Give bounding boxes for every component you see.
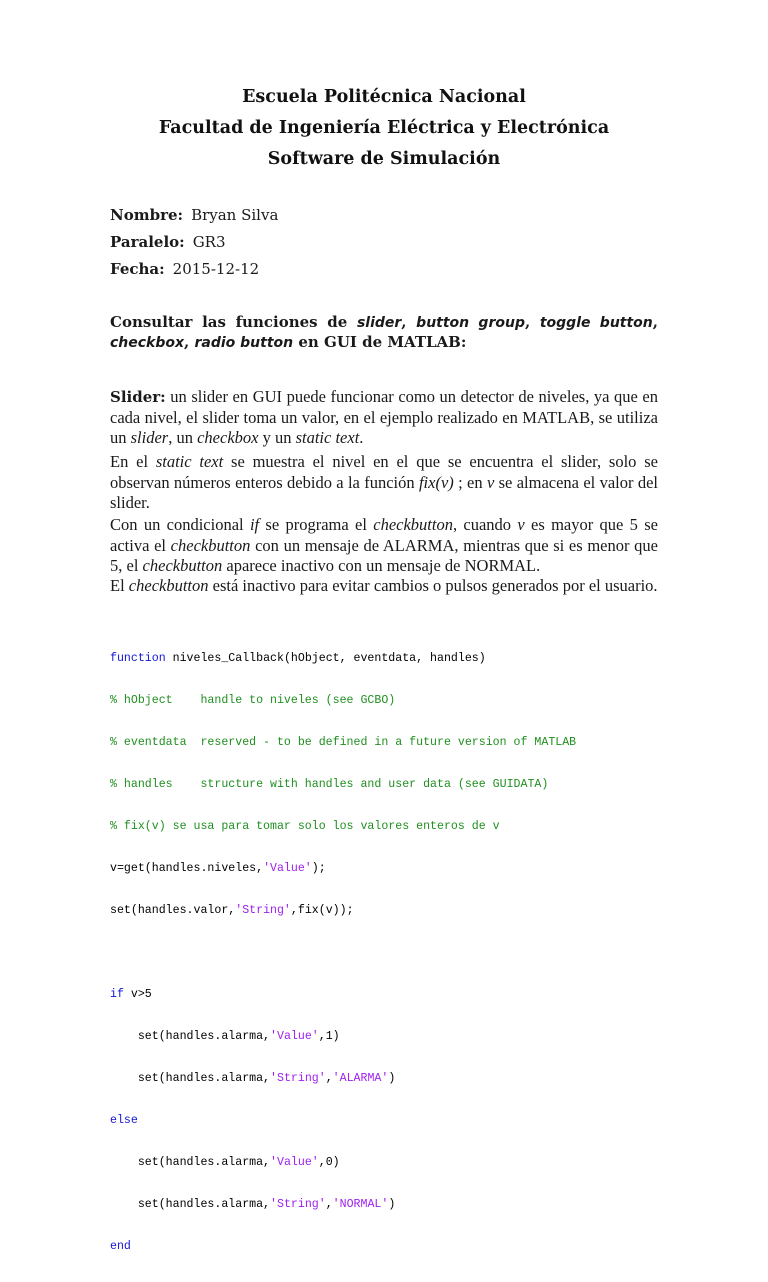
code-text: v>5 — [123, 988, 152, 1001]
paragraph-term: v — [486, 472, 495, 492]
code-comment-line: % eventdata reserved - to be defined in a future version of MATLAB — [110, 736, 577, 749]
question-term: radio button — [194, 335, 294, 351]
paragraph-text: Con un condicional — [110, 515, 250, 534]
date-value: 2015-12-12 — [172, 260, 260, 278]
question-text: , — [652, 313, 658, 331]
question-text: , — [524, 313, 540, 331]
paragraph-term: v — [517, 515, 525, 534]
code-comment-line: % hObject handle to niveles (see GCBO) — [110, 694, 396, 707]
code-text: niveles_Callback(hObject, eventdata, handles) — [165, 652, 486, 665]
code-keyword: else — [110, 1114, 138, 1127]
institution-title: Escuela Politécnica Nacional — [242, 87, 526, 107]
code-text: set(handles.alarma, — [110, 1156, 271, 1169]
question-term: toggle button — [539, 315, 653, 331]
paragraph-text: es mayor que 5 se activa el — [110, 515, 658, 555]
paragraph-text: . — [359, 428, 364, 447]
paragraph-text: un slider en GUI puede funcionar como un detector de niveles, ya que en cada nivel, el slider toma un valor, en el ejemplo realizado en MATLAB, se utiliza un — [110, 387, 658, 447]
code-keyword: if — [110, 988, 124, 1001]
slider-label: Slider: — [110, 388, 166, 406]
question-text: , — [184, 333, 195, 351]
code-string: 'ALARMA' — [332, 1072, 389, 1085]
code-text: ,fix(v)); — [290, 904, 354, 917]
paragraph-term: fix(v) — [418, 472, 454, 492]
document-header — [0, 82, 768, 175]
paragraph-term: checkbox — [197, 428, 259, 447]
code-line — [110, 904, 576, 918]
code-text: set(handles.alarma, — [110, 1198, 271, 1211]
name-value: Bryan Silva — [191, 206, 279, 224]
paragraph-term: static text — [155, 452, 224, 471]
group-value: GR3 — [192, 233, 226, 251]
paragraph-term: checkbutton — [373, 515, 453, 534]
paragraph-term: checkbutton — [128, 576, 209, 595]
code-string: 'String' — [270, 1198, 326, 1211]
paragraph-text: , un — [168, 428, 198, 447]
code-text: set(handles.alarma, — [110, 1030, 271, 1043]
code-line — [110, 1072, 576, 1086]
code-line — [110, 988, 576, 1002]
name-label: Nombre: — [110, 206, 184, 224]
question-heading — [110, 313, 658, 353]
code-listing — [110, 624, 576, 1282]
code-line — [110, 1030, 576, 1044]
code-line — [110, 1156, 576, 1170]
code-line — [110, 1240, 576, 1254]
paragraph-text: El — [110, 576, 129, 595]
code-text: v=get(handles.niveles, — [110, 862, 264, 875]
paragraph-text: se programa el — [259, 515, 374, 534]
date-row — [110, 256, 278, 283]
paragraph-conditional — [110, 515, 658, 577]
question-text: Consultar las funciones de — [110, 313, 357, 331]
code-text: , — [325, 1198, 333, 1211]
code-string: 'Value' — [270, 1156, 319, 1169]
code-string: 'NORMAL' — [332, 1198, 389, 1211]
paragraph-term: checkbutton — [170, 535, 251, 555]
code-line — [110, 1114, 576, 1128]
question-term: slider — [356, 315, 402, 331]
question-text: en GUI de MATLAB: — [293, 333, 467, 351]
group-label: Paralelo: — [110, 233, 185, 251]
code-text: , — [325, 1072, 333, 1085]
paragraph-text: se muestra el nivel en el que se encuentra el slider, solo se observan números enteros debido a la función — [110, 452, 658, 492]
paragraph-term: static text — [295, 428, 360, 447]
group-row — [110, 229, 278, 256]
code-text: set(handles.alarma, — [110, 1072, 271, 1085]
code-keyword: function — [110, 652, 166, 665]
paragraph-checkbutton — [110, 576, 658, 597]
paragraph-text: está inactivo para evitar cambios o pulsos generados por el usuario. — [208, 576, 658, 595]
paragraph-text: y un — [258, 428, 296, 447]
student-info — [110, 202, 278, 283]
question-term: checkbox — [110, 335, 185, 351]
code-text: ,1) — [318, 1030, 340, 1043]
name-row — [110, 202, 278, 229]
code-string: 'Value' — [270, 1030, 319, 1043]
code-string: 'String' — [270, 1072, 326, 1085]
question-text: , — [401, 313, 417, 331]
paragraph-text: , cuando — [452, 515, 518, 534]
paragraph-text: ; en — [453, 472, 487, 492]
code-comment-line: % fix(v) se usa para tomar solo los valores enteros de v — [110, 820, 500, 833]
paragraph-term: checkbutton — [142, 556, 223, 575]
paragraph-term: if — [249, 515, 260, 534]
code-text: ,0) — [318, 1156, 340, 1169]
paragraph-term: slider — [130, 428, 169, 447]
code-line — [110, 652, 576, 666]
code-string: 'Value' — [263, 862, 312, 875]
code-string: 'String' — [235, 904, 291, 917]
code-text: ) — [388, 1072, 396, 1085]
code-line — [110, 862, 576, 876]
paragraph-text: se almacena el valor del slider. — [110, 472, 658, 512]
code-blank-line — [110, 946, 576, 960]
code-keyword: end — [110, 1240, 131, 1253]
paragraph-text: En el — [110, 452, 156, 471]
paragraph-text: aparece inactivo con un mensaje de NORMAL. — [222, 556, 541, 575]
code-text: set(handles.valor, — [110, 904, 236, 917]
course-title: Software de Simulación — [267, 149, 501, 169]
faculty-title: Facultad de Ingeniería Eléctrica y Electrónica — [158, 118, 610, 138]
code-line — [110, 1198, 576, 1212]
code-comment-line: % handles structure with handles and user data (see GUIDATA) — [110, 778, 549, 791]
paragraph-slider — [110, 387, 658, 449]
paragraph-text: con un mensaje de ALARMA, mientras que si es menor que 5, el — [110, 535, 658, 575]
date-label: Fecha: — [110, 260, 165, 278]
question-term: button group — [416, 315, 525, 331]
code-text: ); — [311, 862, 326, 875]
code-text: ) — [388, 1198, 396, 1211]
paragraph-static-text — [110, 452, 658, 514]
